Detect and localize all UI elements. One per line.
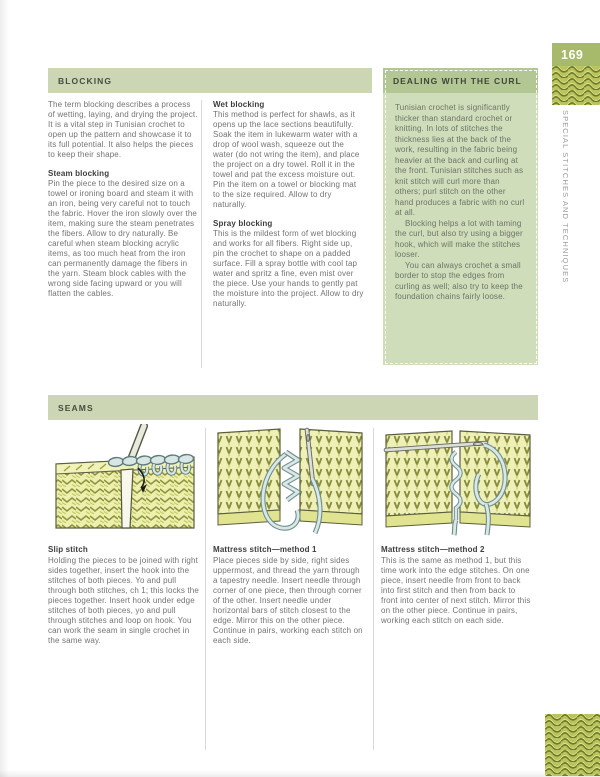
mattress-stitch-2-paragraph: This is the same as method 1, but this time work into the edge stitches. On one piece, insert needle from front to back into first stitch and then from back to front into center of next stitch. Mirror this on the other piece. Continue in pairs, working each stitch on each side. <box>381 556 531 625</box>
steam-blocking-paragraph: Pin the piece to the desired size on a towel or ironing board and steam it with an iron, being very careful not to touch the fabric. Hover the iron slowly over the item, making sure the steam penetrates the fibers. Allow to dry naturally. Be careful when steam blocking acrylic items, as too much heat from the iron can permanently damage the fibers in the yarn. Steam block cables with the wrong side facing upward or you will flatten the cables. <box>48 179 198 298</box>
curl-paragraph-1: Tunisian crochet is significantly thicker than standard crochet or knitting. In lots of stitches the thickness lies at the back of the work, resulting in the fabric being heavier at the back and curling at the front. Tunisian stitches such as knit stitch will curl more than others; purl stitch on the other hand produces a fabric with no curl at all. <box>395 103 525 217</box>
dealing-with-curl-heading: DEALING WITH THE CURL <box>383 68 538 93</box>
column-divider <box>373 428 374 750</box>
curl-paragraph-3: You can always crochet a small border to stop the edges from curling as well; also try to keep the foundation chains fairly loose. <box>395 260 523 301</box>
blocking-section-header-bar <box>48 68 372 93</box>
spray-blocking-heading: Spray blocking <box>213 219 273 228</box>
page-edge-left <box>0 0 9 777</box>
seams-section-header-bar <box>48 395 538 420</box>
column-divider <box>205 428 206 750</box>
blocking-column-2 <box>213 100 364 309</box>
slip-stitch-caption <box>48 545 200 646</box>
slip-stitch-paragraph: Holding the pieces to be joined with right sides together, insert the hook into the stitches of both pieces. Yo and pull through both stitches, ch 1; this locks the pieces together. Insert hook under edge stitches of both pieces, yo and pull through stitches and loop on hook. You can work the seam in single crochet in the same way. <box>48 556 199 645</box>
blocking-intro-paragraph: The term blocking describes a process of wetting, laying, and drying the project. It is a vital step in Tunisian crochet to open up the pattern and showcase it to its full potential. It also helps the pieces to keep their shape. <box>48 100 198 159</box>
curl-paragraph-2: Blocking helps a lot with taming the curl, but also try using a bigger hook, which will make the stitches looser. <box>395 218 523 259</box>
page-number-tab <box>552 43 600 66</box>
blocking-section-title: BLOCKING <box>58 75 113 86</box>
blocking-column-1 <box>48 100 199 299</box>
mattress-stitch-method-2-illustration <box>382 424 534 536</box>
mattress-stitch-method-1-diagram-icon <box>214 424 366 536</box>
chapter-vertical-label: SPECIAL STITCHES AND TECHNIQUES <box>561 110 570 284</box>
dealing-with-curl-box <box>383 68 538 365</box>
mattress-stitch-2-heading: Mattress stitch—method 2 <box>381 545 485 554</box>
crochet-texture-swatch-top <box>552 66 600 105</box>
spray-blocking-paragraph: This is the mildest form of wet blocking and works for all fibers. Right side up, pin the crochet to shape on a padded surface. Fill a spray bottle with cool tap water and spritz a fine, even mist over the piece. Use your hands to gently pat the moisture into the project. Allow to dry naturally. <box>213 229 364 308</box>
steam-blocking-heading: Steam blocking <box>48 169 110 178</box>
slip-stitch-illustration <box>48 424 200 536</box>
wet-blocking-paragraph: This method is perfect for shawls, as it opens up the lace sections beautifully. Soak the item in lukewarm water with a drop of wool wash, squeeze out the water (do not wring the item), and place the project on a dry towel. Roll it in the towel and pat the excess moisture out. Pin the item on a towel or blocking mat to the size required. Allow to dry naturally. <box>213 110 360 209</box>
mattress-stitch-method-2-diagram-icon <box>382 424 534 536</box>
wet-blocking-heading: Wet blocking <box>213 100 265 109</box>
mattress-stitch-1-paragraph: Place pieces side by side, right sides uppermost, and thread the yarn through a tapestry needle. Insert needle through corner of one piece, then through corner of the other. Insert needle under horizontal bars of stitch closest to the edge. Mirror this on the other piece. Continue in pairs, working each stitch on each side. <box>213 556 363 645</box>
slip-stitch-heading: Slip stitch <box>48 545 88 554</box>
slip-stitch-diagram-icon <box>48 424 200 536</box>
mattress-stitch-1-caption <box>213 545 365 646</box>
column-divider <box>201 100 202 368</box>
mattress-stitch-1-heading: Mattress stitch—method 1 <box>213 545 317 554</box>
mattress-stitch-method-1-illustration <box>214 424 366 536</box>
seams-section-title: SEAMS <box>58 402 94 413</box>
page-edge-bottom <box>0 770 600 777</box>
dealing-with-curl-body <box>383 93 538 303</box>
crochet-texture-swatch-bottom <box>545 714 600 776</box>
page-number: 169 <box>561 47 584 62</box>
mattress-stitch-2-caption <box>381 545 533 626</box>
